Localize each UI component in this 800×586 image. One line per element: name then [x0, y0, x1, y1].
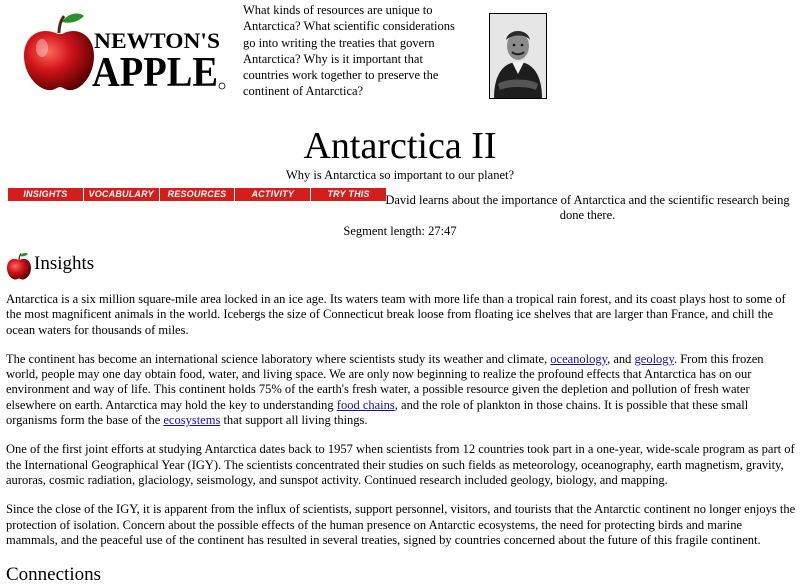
nav-activity[interactable]: ACTIVITY: [235, 188, 311, 201]
segment-description: David learns about the importance of Antarctica and the scientific research being done there.: [385, 193, 790, 223]
nav-insights[interactable]: INSIGHTS: [8, 188, 84, 201]
link-ecosystems[interactable]: ecosystems: [163, 413, 221, 428]
paragraph-text: that support all living things.: [220, 413, 368, 428]
apple-icon: [6, 252, 32, 280]
insights-body: [6, 292, 796, 562]
apple-icon: [24, 14, 94, 91]
page-title: Antarctica II: [303, 125, 497, 167]
link-food-chains[interactable]: food chains: [336, 397, 395, 412]
host-photo: [489, 13, 547, 99]
header: [0, 0, 800, 110]
paragraph-text: , and the role of plankton in those chains. It is possible that these small organisms form the base of the: [6, 397, 749, 428]
nav-bar: [8, 188, 386, 201]
insights-paragraph-3: One of the first joint efforts at studying Antarctica dates back to 1957 when scientists from 12 countries took part in a one-year, wide-scale program as part of the International Geographical Year (IGY). The scientists concentrated their studies on such fields as meteorology, oceanography, earth magnetism, gravity, auroras, cosmic radiation, glaciology, seismology, and sunspot activity. Continued research included geology, biology, and mapping.: [6, 442, 795, 487]
logo-text-top: NEWTON'S: [94, 28, 220, 53]
insights-heading: Insights: [34, 253, 95, 274]
insights-paragraph-1: Antarctica is a six million square-mile area locked in an ice age. Its waters team with more life than a tropical rain forest, and its coast plays host to some of the most magnificent animals in the world. Icebergs the size of Connecticut break loose from floating ice shelves that are larger than France, and chill the ocean waters for thousands of miles.: [6, 292, 786, 337]
page-subtitle: Why is Antarctica so important to our planet?: [285, 168, 515, 182]
nav-vocabulary[interactable]: VOCABULARY: [84, 188, 160, 201]
paragraph-text: . From this frozen world, people may one day obtain food, water, and living space. We are only now beginning to realize the profound effects that Antarctica has on our environment and way of life. This continent holds 75% of the earth's fresh water, a possible resource given the depletion and pollution of fresh water elsewhere on earth. Antarctica may hold the key to understanding: [6, 351, 764, 412]
person-portrait-icon: [490, 14, 546, 98]
segment-length: Segment length: 27:47: [343, 224, 457, 238]
nav-try-this[interactable]: TRY THIS: [327, 189, 370, 199]
link-geology[interactable]: geology: [634, 351, 674, 366]
insights-paragraph-4: Since the close of the IGY, it is apparent from the influx of scientists, support personnel, visitors, and tourists that the Antarctic continent no longer enjoys the protection of isolation. Concern about the possible effects of the human presence on Antarctic ecosystems, the need for protecting birds and marine mammals, and the peaceful use of the continent has resulted in several treaties, signed by countries concerned about the future of this fragile continent.: [6, 502, 796, 547]
paragraph-text: , and: [607, 351, 635, 366]
connections-heading: Connections: [6, 564, 101, 585]
logo-text-bottom: APPLE: [92, 50, 218, 92]
nav-resources[interactable]: RESOURCES: [160, 188, 236, 201]
newtons-apple-logo[interactable]: [22, 12, 227, 92]
paragraph-text: The continent has become an international science laboratory where scientists study its weather and climate,: [6, 351, 551, 366]
link-oceanology[interactable]: oceanology: [550, 351, 608, 366]
intro-questions: What kinds of resources are unique to Antarctica? What scientific considerations go into writing the treaties that govern Antarctica? Why is it important that countries work together to preserve the continent of Antarctica?: [243, 3, 455, 99]
insights-paragraph-2: [6, 352, 796, 428]
